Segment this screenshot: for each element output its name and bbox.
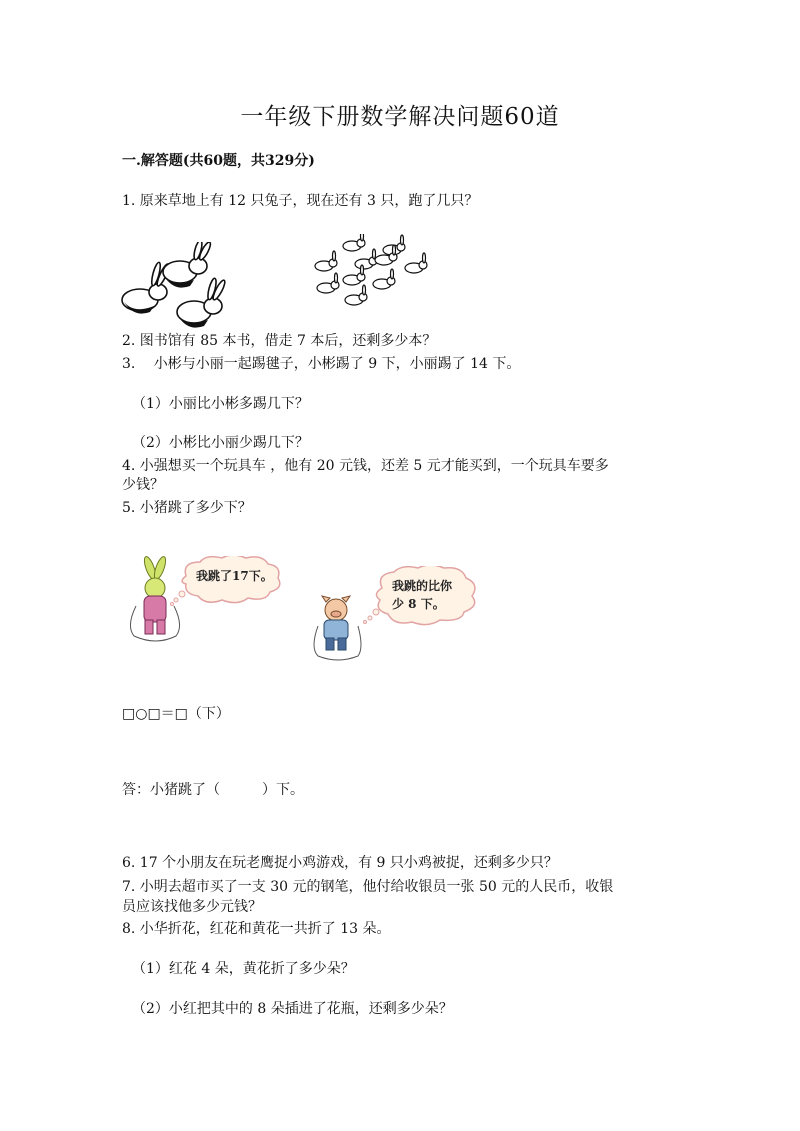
question-4-line-2: 少钱？ [122,477,164,493]
rabbits-group-right-image [312,234,434,308]
question-5: 5. 小猪跳了多少下？ [122,500,252,516]
pig-speech-text-line-1: 我跳的比你 [392,579,453,593]
question-3: 3. 小彬与小丽一起踢毽子，小彬踢了 9 下，小丽踢了 14 下。 [122,356,521,372]
question-8-part-2: （2）小红把其中的 8 朵插进了花瓶，还剩多少朵？ [132,1001,453,1017]
question-7-line-2: 员应该找他多少元钱？ [122,899,262,915]
question-4-line-1: 4. 小强想买一个玩具车 ，他有 20 元钱，还差 5 元才能买到，一个玩具车要多 [122,458,609,474]
rabbits-group-left-image [118,242,236,330]
question-8: 8. 小华折花，红花和黄花一共折了 13 朵。 [122,921,391,937]
question-7-line-1: 7. 小明去超市买了一支 30 元的钢笔，他付给收银员一张 50 元的人民币，收银 [122,879,614,895]
pig-speech-text-line-2: 少 8 下。 [392,597,445,611]
question-3-part-1: （1）小丽比小彬多踢几下？ [132,396,309,412]
question-8-part-1: （1）红花 4 朵，黄花折了多少朵？ [132,961,355,977]
rabbit-jump-rope-image [120,556,310,646]
question-2: 2. 图书馆有 85 本书，借走 7 本后，还剩多少本？ [122,333,437,349]
question-3-part-2: （2）小彬比小丽少踢几下？ [132,435,309,451]
section-heading: 一.解答题(共60题，共329分) [122,153,315,169]
question-1: 1. 原来草地上有 12 只兔子，现在还有 3 只，跑了几只？ [122,193,479,209]
page-title: 一年级下册数学解决问题60道 [240,104,560,130]
question-5-answer: 答：小猪跳了（ ）下。 [122,782,304,798]
rabbit-speech-text: 我跳了17下。 [196,569,273,583]
pig-jump-rope-image [310,566,490,662]
question-6: 6. 17 个小朋友在玩老鹰捉小鸡游戏，有 9 只小鸡被捉，还剩多少只？ [122,855,558,871]
question-5-equation: □○□＝□（下） [122,706,230,722]
